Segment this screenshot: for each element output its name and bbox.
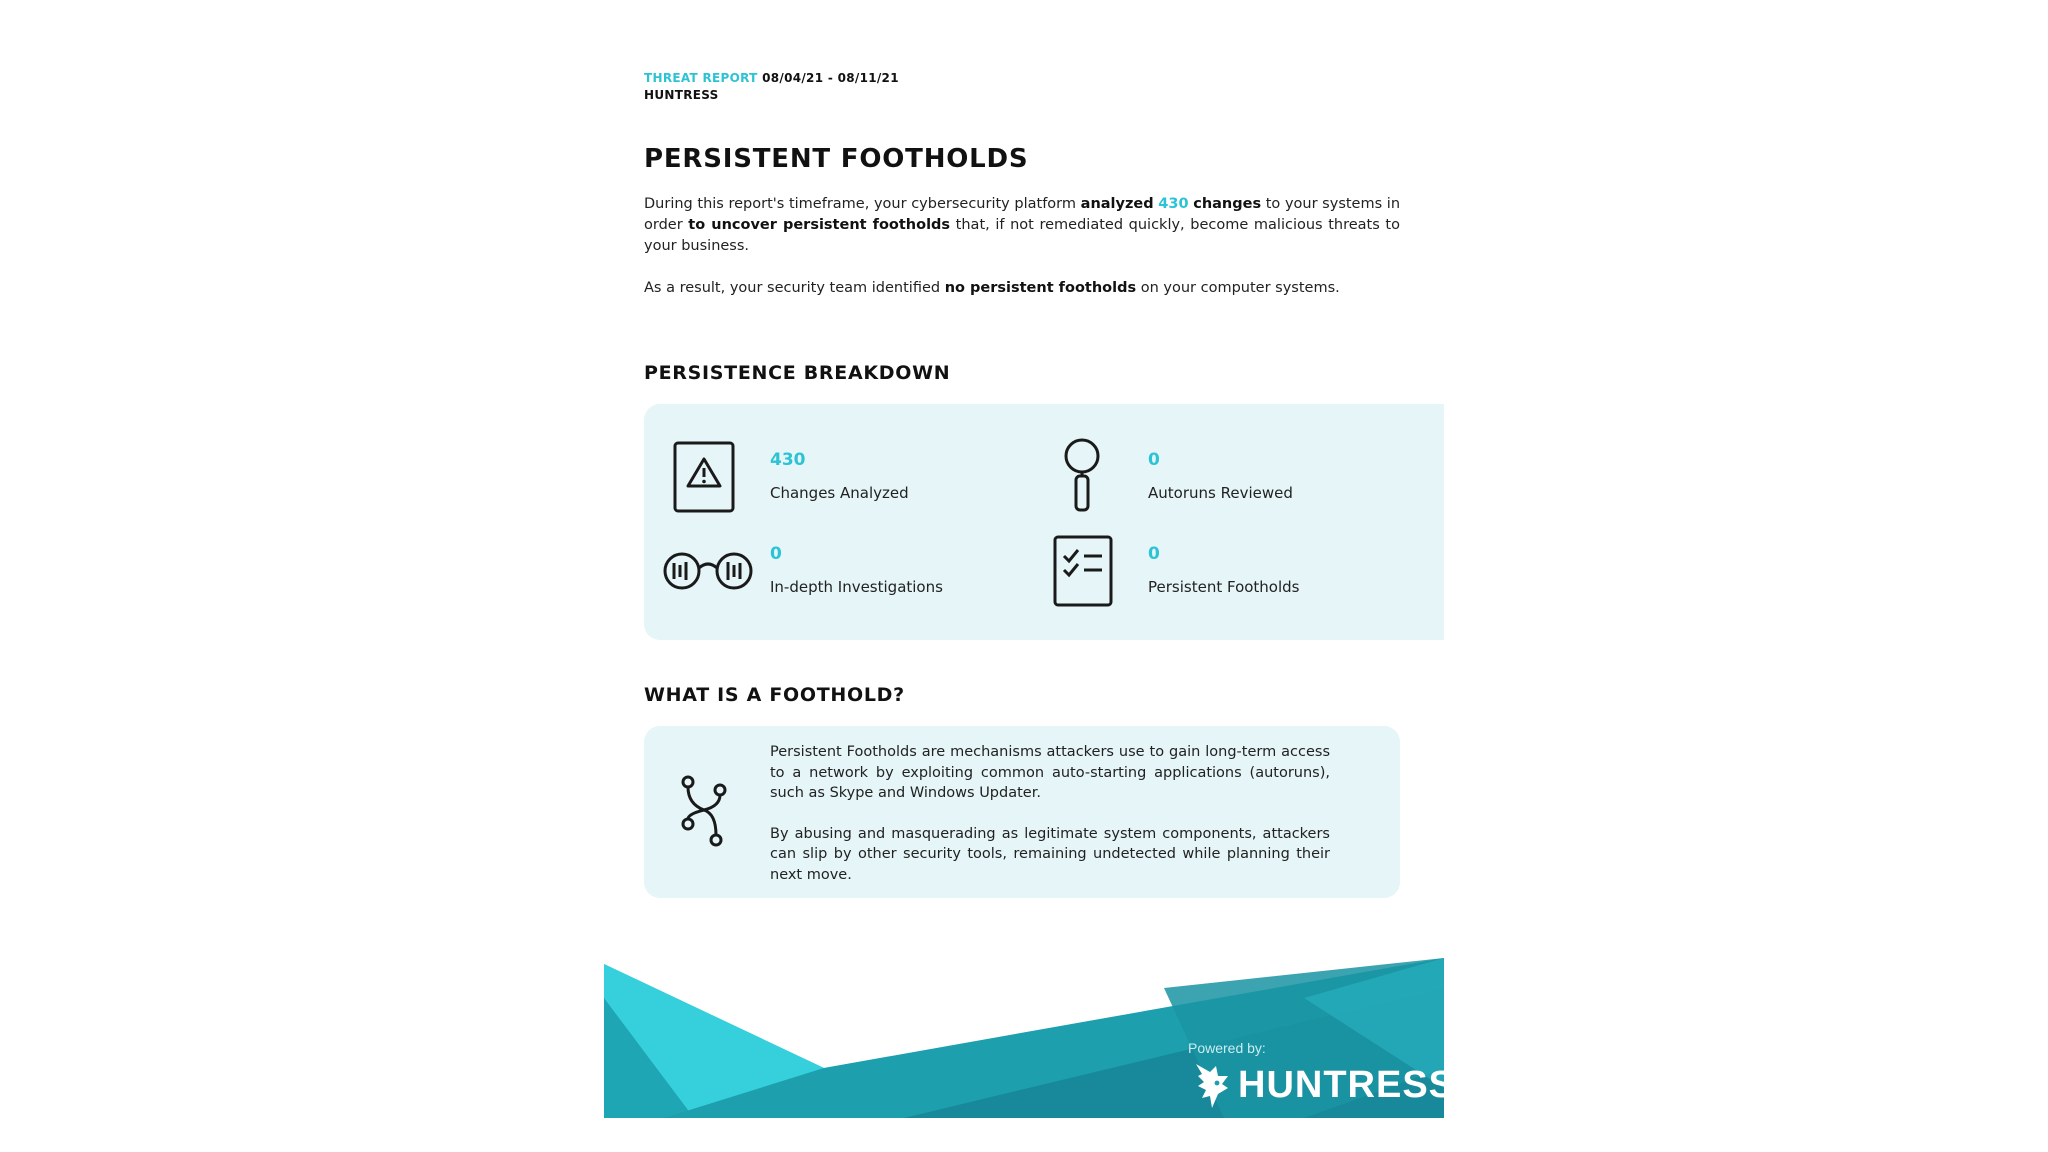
stat-label-changes: Changes Analyzed xyxy=(770,484,909,502)
intro-bold-changes: changes xyxy=(1193,196,1262,212)
stat-label-investigations: In-depth Investigations xyxy=(770,578,943,596)
foothold-heading: WHAT IS A FOOTHOLD? xyxy=(644,684,905,706)
powered-by-label: Powered by: xyxy=(1188,1040,1266,1056)
magnifier-icon xyxy=(1062,438,1102,514)
breakdown-panel xyxy=(644,404,1444,640)
intro-bold-analyzed: analyzed xyxy=(1080,196,1154,212)
stat-value-autoruns: 0 xyxy=(1148,450,1160,470)
foothold-panel xyxy=(644,726,1400,898)
foothold-paragraph-1: Persistent Footholds are mechanisms attackers use to gain long-term access to a network by exploiting common auto-starting applications (autoruns), such as Skype and Windows Updater. xyxy=(770,744,1330,801)
huntress-mascot-icon xyxy=(1188,1058,1232,1112)
foothold-paragraph-2: By abusing and masquerading as legitimate system components, attackers can slip by other security tools, remaining undetected while planning their next move. xyxy=(770,825,1330,883)
intro-text: to your systems in order xyxy=(644,196,1401,233)
page-title: PERSISTENT FOOTHOLDS xyxy=(644,144,1029,174)
report-page xyxy=(604,0,1456,1120)
report-brand: HUNTRESS xyxy=(644,88,719,102)
intro-bold-uncover: to uncover persistent footholds xyxy=(688,217,951,233)
report-dates: 08/04/21 - 08/11/21 xyxy=(762,71,899,85)
warning-document-icon xyxy=(672,440,736,514)
binoculars-icon xyxy=(662,550,754,592)
checklist-icon xyxy=(1052,534,1114,608)
report-header xyxy=(644,70,899,104)
stat-value-investigations: 0 xyxy=(770,544,782,564)
result-text: on your computer systems. xyxy=(1136,280,1340,296)
result-text: As a result, your security team identified xyxy=(644,280,945,296)
intro-paragraph-1 xyxy=(644,194,1400,257)
breakdown-heading: PERSISTENCE BREAKDOWN xyxy=(644,362,951,384)
report-label: THREAT REPORT xyxy=(644,71,758,85)
stat-label-footholds: Persistent Footholds xyxy=(1148,578,1300,596)
intro-text: that, if not remediated quickly, become malicious threats to your business. xyxy=(644,217,1400,254)
huntress-logo-text: HUNTRESS xyxy=(1238,1063,1456,1106)
branch-nodes-icon xyxy=(680,774,728,848)
result-bold: no persistent footholds xyxy=(944,280,1137,296)
huntress-logo xyxy=(1188,1058,1455,1112)
foothold-text xyxy=(770,742,1330,905)
intro-text: During this report's timeframe, your cybersecurity platform xyxy=(644,196,1081,212)
stat-value-footholds: 0 xyxy=(1148,544,1160,564)
intro-paragraph-2 xyxy=(644,278,1400,299)
changes-count: 430 xyxy=(1158,196,1189,212)
stat-label-autoruns: Autoruns Reviewed xyxy=(1148,484,1293,502)
stat-value-changes: 430 xyxy=(770,450,806,470)
